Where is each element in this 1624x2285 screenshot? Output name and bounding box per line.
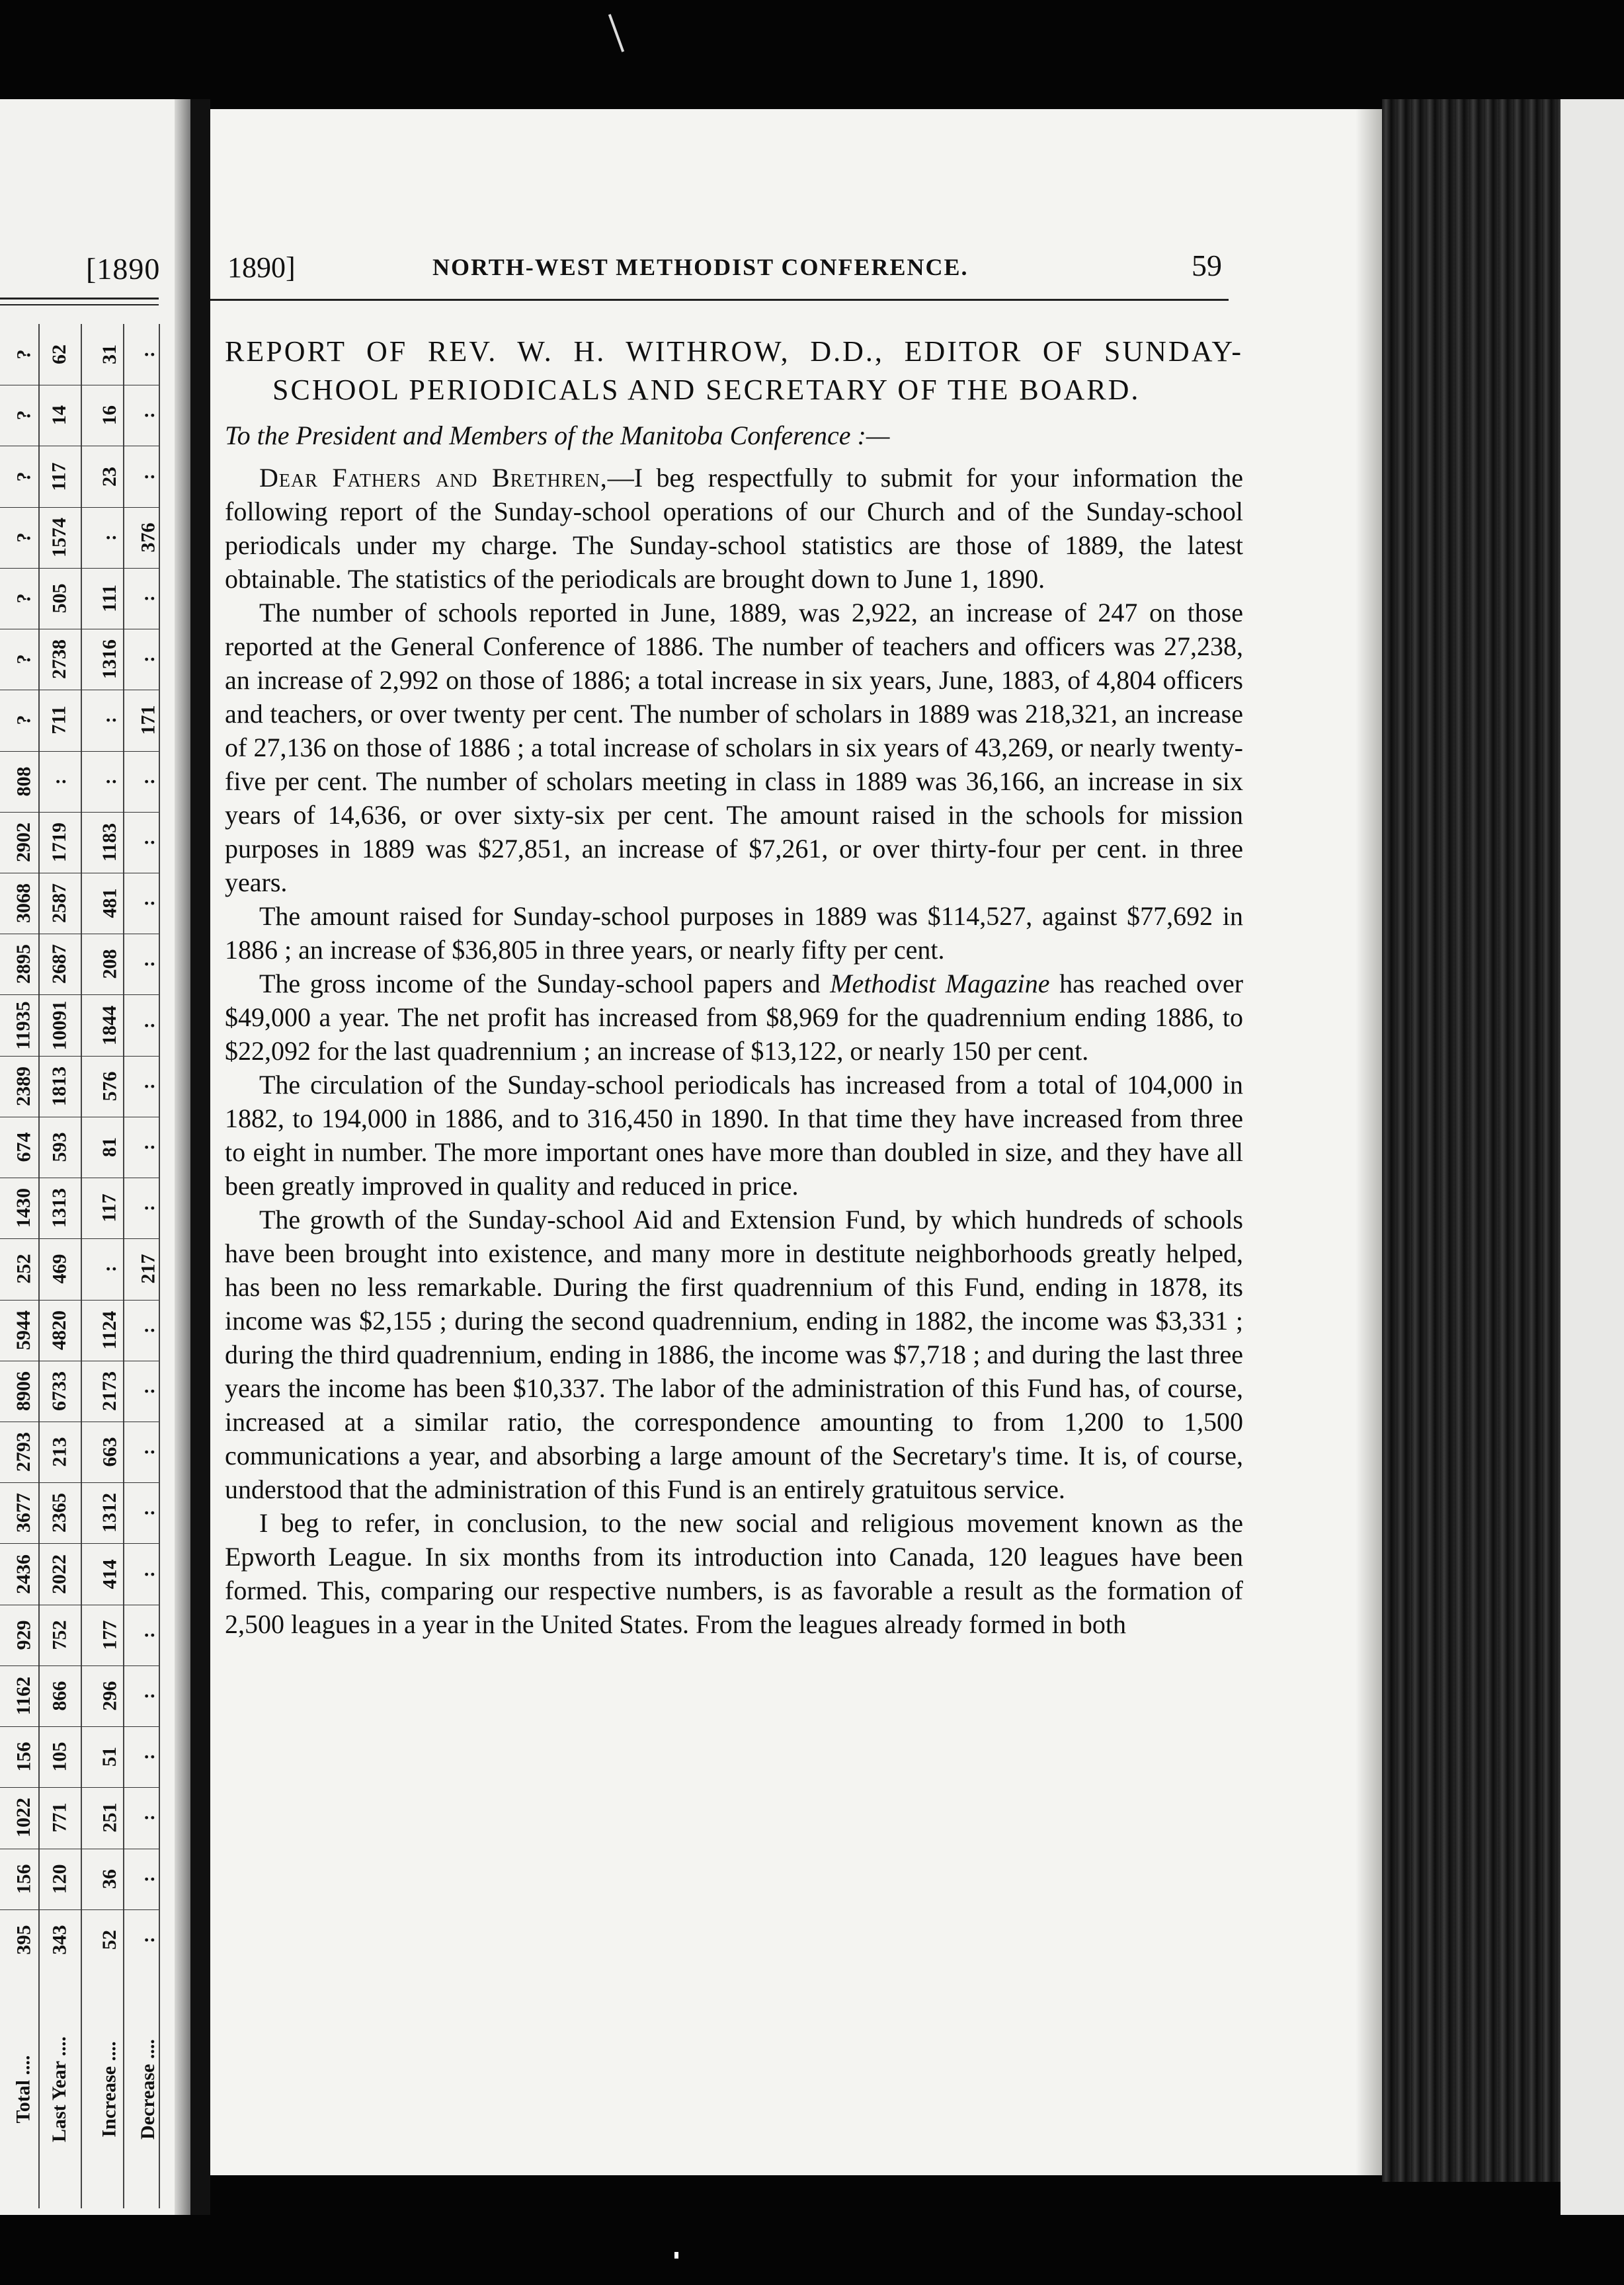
table-rule [0,1726,159,1727]
table-cell [42,934,77,994]
table-cell [7,446,41,506]
table-cell [131,324,165,385]
table-cell [42,1726,77,1787]
table-cell [7,507,41,568]
table-cell [7,1361,41,1422]
table-cell-value: : [137,656,159,663]
table-cell [42,1422,77,1482]
table-cell [7,1482,41,1543]
table-cell-value: 81 [99,1137,120,1157]
table-cell [7,385,41,446]
table-cell-value: 395 [13,1925,34,1955]
table-cell-value: 14 [48,405,70,426]
page-body [225,333,1243,1641]
table-cell [7,1238,41,1299]
table-row-label [7,1977,41,2202]
table-cell-value: : [137,1449,159,1456]
table-row-label [42,1977,77,2202]
page-edges [1382,99,1561,2182]
table-cell [93,690,127,750]
table-cell-value: 576 [99,1071,120,1102]
table-cell-value: 51 [99,1747,120,1767]
table-cell [131,690,165,750]
table-cell-value: : [137,1753,159,1761]
table-cell [131,1300,165,1361]
table-cell [93,751,127,812]
table-cell-value: : [137,1631,159,1638]
table-rule [0,751,159,752]
page-shading [1356,109,1382,2175]
table-cell [42,812,77,873]
paragraph: I beg to refer, in conclusion, to the new social and religious movement known as the Epworth League. In six months from its introduction into Canada, 120 leagues have been formed. This, comparing our respective numbers, is as favorable a result as the formation of 2,500 leagues in a year in the United States. From the leagues already formed in both [225,1508,1243,1639]
table-cell-value: 593 [48,1132,70,1162]
magazine-title: Methodist Magazine [830,969,1050,998]
table-cell [131,1178,165,1238]
table-cell [42,1849,77,1909]
header-title: NORTH-WEST METHODIST CONFERENCE. [432,254,969,280]
table-cell [42,324,77,385]
table-cell [131,1849,165,1909]
table-cell-value: 36 [99,1868,120,1889]
statistics-table-rotated [0,324,185,2208]
table-cell [93,1117,127,1178]
paragraph: The number of schools reported in June, 1889, was 2,922, an increase of 247 on those reported at the General Conference of 1886. The number of teachers and officers was 27,238, an increase of 2,992 on those of 1886; a total increase in six years, June, 1883, of 4,804 officers and teachers, or over twenty per cent. The number of scholars in 1889 was 218,321, an increase of 27,136 on those of 1886 ; a total increase of scholars in six years of 43,269, or nearly twenty-five per cent. The number of scholars meeting in class in 1889 was 36,166, an increase in six years of 14,636, or over sixty-six per cent. The amount raised in the schools for mission purposes in 1889 was $27,851, an increase of $7,261, or over thirty-four per cent. in three years. [225,598,1243,897]
table-cell-value: : [137,1022,159,1029]
table-cell-value: ? [13,471,34,482]
table-rule [0,1238,159,1239]
table-cell [7,1300,41,1361]
table-cell [42,385,77,446]
table-cell-value: 1162 [13,1676,35,1716]
table-cell-value: 663 [99,1437,120,1467]
table-row-label [93,1977,127,2202]
table-cell-value: 1183 [99,822,121,862]
table-rule [0,1543,159,1544]
header-rule [0,304,159,305]
table-cell [93,1056,127,1117]
table-cell [42,751,77,812]
table-cell [42,1665,77,1726]
table-cell [7,1849,41,1909]
table-cell [131,812,165,873]
table-cell [7,1787,41,1848]
table-cell [7,1543,41,1604]
salutation: Dear Fathers and Brethren, [259,463,608,493]
table-cell-value: 5944 [13,1310,34,1350]
table-rule [0,812,159,813]
table-rule [0,1056,159,1057]
table-cell-value: : [137,1936,159,1943]
table-cell [93,1361,127,1422]
table-cell [7,1909,41,1970]
table-cell-value: : [137,1082,159,1090]
table-cell [93,507,127,568]
table-rule [0,568,159,569]
table-cell-value: : [137,1692,159,1699]
table-cell [93,1665,127,1726]
table-cell-value: ? [13,349,34,360]
table-cell-value: 1313 [48,1188,70,1228]
table-cell [42,1482,77,1543]
table-cell-value: 1574 [48,517,70,557]
table-rule [0,1482,159,1483]
report-title: REPORT OF REV. W. H. WITHROW, D.D., EDITOR OF SUNDAY-SCHOOL PERIODICALS AND SECRETARY OF THE BOARD. [225,335,1243,406]
table-cell-value: 2895 [13,944,34,984]
table-cell-value: : [137,412,159,419]
table-cell [7,1117,41,1178]
previous-page-fragment [0,99,190,2215]
table-cell [93,873,127,934]
table-cell-value: 2738 [48,639,70,680]
paragraph: The growth of the Sunday-school Aid and Extension Fund, by which hundreds of schools have been brought into existence, and many more in destitute neighborhoods greatly helped, has been no less remarkable. During the first quadrennium of this Fund, ending in 1878, its income was $2,155 ; during the second quadrennium, ending in 1882, the income was $3,331 ; during the third quadrennium, ending in 1886, the income was $7,718 ; and during the last three years the income has been $10,337. The labor of the administration of this Fund has, of course, increased at a similar ratio, the correspondence amounting to from 1,200 to 1,500 communications a year, and absorbing a large amount of the Secretary's time. It is, of course, understood that the administration of this Fund is an entirely gratuitous service. [225,1205,1243,1504]
paragraph [225,967,1243,1068]
table-rule [0,1665,159,1666]
table-cell-value: 11935 [13,1000,35,1050]
table-cell-value: 52 [99,1929,120,1950]
table-cell [131,1117,165,1178]
table-cell-value: 866 [48,1681,70,1711]
table-cell [131,1238,165,1299]
table-cell-value: 6733 [48,1371,70,1411]
table-cell [93,1422,127,1482]
table-cell-value: : [137,1205,159,1212]
table-cell-value: 105 [48,1742,70,1772]
table-cell-value: ? [13,715,34,725]
table-cell-value: : [99,1265,120,1273]
table-cell-value: 213 [48,1437,70,1467]
table-cell [7,629,41,690]
paragraph-text: The gross income of the Sunday-school papers and [259,969,831,998]
table-rule [0,1787,159,1788]
table-cell-value: ? [13,532,34,543]
table-cell-value: 156 [13,1864,34,1894]
table-cell-value: : [137,1387,159,1394]
table-cell-value: : [137,1143,159,1150]
table-cell [7,873,41,934]
table-rule [81,324,82,2208]
background-sheet [1561,99,1624,2215]
table-cell [7,1178,41,1238]
page-number: 59 [1192,249,1222,282]
table-cell-value: 117 [98,1193,120,1223]
table-cell-value: : [99,717,120,724]
book-binding-shadow [190,99,210,2215]
table-cell-value: 1124 [99,1310,121,1349]
paragraph: The amount raised for Sunday-school purposes in 1889 was $114,527, against $77,692 in 1886 ; an increase of $36,805 in three years, or nearly fifty per cent. [225,901,1243,965]
table-cell [7,324,41,385]
scan-artifact [608,14,624,52]
table-cell-value: 1316 [99,639,120,680]
table-cell [131,1909,165,1970]
table-cell [42,873,77,934]
table-row-label-text: Total .... [13,2055,34,2124]
table-cell-value: 1022 [13,1798,34,1838]
table-cell [42,1787,77,1848]
table-cell-value: 2436 [13,1554,34,1594]
table-cell [131,994,165,1055]
table-cell-value: : [137,351,159,358]
table-cell-value: 1719 [48,822,70,862]
table-cell-value: 31 [99,344,120,365]
table-cell-value: : [137,961,159,968]
table-cell-value: : [137,1875,159,1882]
table-cell [131,1605,165,1665]
table-cell-value: : [137,778,159,785]
table-cell-value: 771 [48,1802,70,1833]
table-cell [93,934,127,994]
table-cell-value: 2022 [48,1554,70,1594]
table-cell [7,568,41,629]
header-year: 1890] [227,251,296,284]
table-cell [93,1178,127,1238]
table-cell-value: 120 [48,1864,70,1894]
table-cell-value: 505 [48,583,70,614]
table-cell-value: 2173 [99,1371,120,1411]
table-cell [131,1787,165,1848]
table-cell-value: 156 [13,1742,34,1772]
table-cell-value: 674 [13,1132,34,1162]
table-cell [131,873,165,934]
table-cell-value: : [99,534,120,541]
table-cell [93,1482,127,1543]
table-cell-value: 752 [48,1620,70,1650]
table-cell [7,1422,41,1482]
running-header [220,248,1238,288]
table-cell-value: 252 [13,1254,34,1284]
table-cell [93,568,127,629]
table-cell [7,812,41,873]
table-cell [131,1422,165,1482]
table-cell-value: 177 [99,1620,120,1650]
table-cell-value: 808 [13,766,34,797]
table-cell-value: 2902 [13,822,34,862]
table-cell [7,1605,41,1665]
paragraph-text: —I beg respectfully to submit for your information the following report of the Sunday-school operations of our Church and of the Sunday-school periodicals under my charge. The Sunday-school statistics are those of 1889, the latest obtainable. The statistics of the periodicals are brought down to June 1, 1890. [225,463,1243,594]
table-cell-value: ? [13,593,34,604]
table-cell-value: 208 [99,949,120,979]
table-cell [42,507,77,568]
table-cell-value: 10091 [48,1000,70,1051]
table-cell [93,812,127,873]
table-cell-value: 414 [99,1559,120,1589]
table-cell-value: 929 [13,1620,34,1650]
left-page-header: [1890 [86,252,161,286]
table-cell-value: : [99,778,120,785]
table-cell [42,568,77,629]
table-cell-value: : [137,473,159,480]
address-line: To the President and Members of the Manitoba Conference :— [225,421,890,450]
table-cell-value: 2365 [48,1493,70,1533]
table-cell [42,1361,77,1422]
table-cell [131,1726,165,1787]
table-cell [42,690,77,750]
table-cell [93,1909,127,1970]
table-cell-value: 8906 [13,1371,34,1411]
table-cell [131,1482,165,1543]
table-cell [131,1543,165,1604]
table-cell [7,1665,41,1726]
table-cell [42,1117,77,1178]
table-cell [42,994,77,1055]
table-cell [42,1909,77,1970]
table-cell-value: 3677 [13,1493,34,1533]
table-cell [42,1605,77,1665]
table-cell [93,1543,127,1604]
table-cell [131,629,165,690]
table-cell-value: : [137,1814,159,1822]
table-cell-value: : [137,1509,159,1517]
table-cell-value: : [137,1326,159,1334]
table-cell [42,1178,77,1238]
table-cell [131,751,165,812]
paragraph [225,461,1243,596]
table-cell-value: 2587 [48,883,70,924]
table-row-label [131,1977,165,2202]
table-cell [93,1238,127,1299]
table-rule [0,994,159,995]
table-cell-value: 4820 [48,1310,70,1350]
table-cell-value: 1312 [99,1493,120,1533]
table-cell [93,1300,127,1361]
table-row-label-text: Decrease .... [137,2039,159,2140]
table-cell-value: 2793 [13,1432,34,1472]
table-cell-value: 296 [99,1681,120,1711]
table-cell-value: ? [13,410,34,421]
table-cell [93,1726,127,1787]
table-cell-value: 16 [99,405,120,426]
table-cell [93,324,127,385]
table-cell [131,568,165,629]
table-row-label-text: Increase .... [99,2041,121,2138]
table-cell [131,446,165,506]
table-cell [42,1543,77,1604]
table-cell [42,1056,77,1117]
table-cell [93,994,127,1055]
table-cell-value: 251 [99,1802,120,1833]
scan-artifact [674,2252,678,2259]
table-cell [93,385,127,446]
table-cell [131,1665,165,1726]
table-cell-value: : [137,900,159,907]
table-cell [131,934,165,994]
table-cell [131,385,165,446]
paragraph: The circulation of the Sunday-school periodicals has increased from a total of 104,000 in 1882, to 194,000 in 1886, and to 316,450 in 1890. In that time they have increased from three to eight in number. The more important ones have more than doubled in size, and they have all been greatly improved in quality and reduced in price. [225,1070,1243,1201]
document-page [210,109,1382,2175]
table-cell [93,446,127,506]
table-cell-value: 1844 [99,1005,120,1045]
table-cell-value: 343 [48,1925,70,1955]
table-cell-value: 117 [48,461,70,491]
table-cell [42,446,77,506]
table-cell-value: : [137,838,159,846]
table-rule [0,1909,159,1910]
table-cell [7,751,41,812]
table-cell-value: 481 [99,888,120,918]
table-cell-value: 1430 [13,1188,34,1228]
table-cell-value: 376 [137,522,159,553]
table-cell [7,690,41,750]
table-cell [7,1726,41,1787]
table-cell-value: 62 [48,344,70,365]
header-rule [0,298,159,300]
table-cell-value: : [137,1570,159,1578]
table-rule [0,1300,159,1301]
table-cell [42,629,77,690]
table-row-label-text: Last Year .... [48,2036,70,2142]
table-cell [131,507,165,568]
table-cell [131,1361,165,1422]
table-cell-value: 2389 [13,1066,34,1106]
table-cell-value: ? [13,654,34,664]
table-cell-value: 2687 [48,944,70,984]
table-cell-value: 1813 [48,1066,70,1106]
table-cell [93,1787,127,1848]
table-cell-value: 711 [48,705,70,735]
paragraph-text: has reached over $49,000 a year. The net profit has increased from $8,969 for the quadrennium ending 1886, to $22,092 for the last quadrennium ; an increase of $13,122, or nearly 150 per cent. [225,969,1244,1066]
table-cell [7,1056,41,1117]
table-cell [93,1605,127,1665]
table-cell-value: 469 [48,1254,70,1284]
table-cell [93,629,127,690]
table-cell [131,1056,165,1117]
header-rule [210,299,1229,301]
table-cell-value: 23 [99,466,120,487]
table-cell-value: : [137,594,159,602]
table-cell [42,1238,77,1299]
table-cell [7,934,41,994]
table-cell-value: : [48,778,70,785]
table-cell-value: 217 [137,1254,159,1284]
table-cell [7,994,41,1055]
table-cell-value: 171 [137,705,159,735]
table-rule [0,507,159,508]
table-cell [93,1849,127,1909]
table-cell [42,1300,77,1361]
table-cell-value: 3068 [13,883,34,924]
table-cell-value: 111 [98,584,120,612]
